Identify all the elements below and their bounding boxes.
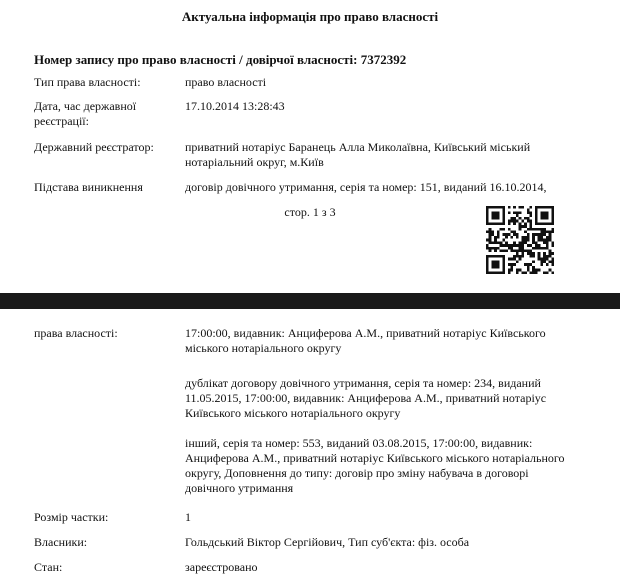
owners-value: Гольдський Віктор Сергійович, Тип суб'єкта: фіз. особа bbox=[185, 535, 470, 549]
document-title: Актуальна інформація про право власності bbox=[181, 9, 439, 24]
registrar-value: приватний нотаріус Баранець Алла Миколаївна, Київський міський нотаріальний округ, м.Київ bbox=[185, 140, 531, 169]
record-number: Номер запису про право власності / довірчої власності: 7372392 bbox=[34, 52, 407, 67]
basis-paragraph-2: дублікат договору довічного утримання, серія та номер: 234, виданий 11.05.2015, 17:00:00, видавник: Анциферова А.М., приватний нотаріус Київського міського нотаріального округу bbox=[185, 376, 547, 420]
page-break-bar bbox=[0, 293, 620, 309]
basis-paragraph-3: інший, серія та номер: 553, виданий 03.08.2015, 17:00:00, видавник: Анциферова А.М., приватний нотаріус Київського міського нотаріального округу, Доповнення до типу: договір про зміну набувача в договорі довічного утримання bbox=[185, 436, 565, 495]
basis-paragraph-1: 17:00:00, видавник: Анциферова А.М., приватний нотаріус Київського міського нотаріального округу bbox=[185, 326, 546, 355]
share-size-label: Розмір частки: bbox=[34, 510, 109, 524]
registration-date-label: Дата, час державної реєстрації: bbox=[34, 99, 137, 128]
basis-label: Підстава виникнення bbox=[34, 180, 143, 194]
status-label: Стан: bbox=[34, 560, 63, 574]
share-size-value: 1 bbox=[185, 510, 191, 524]
registrar-label: Державний реєстратор: bbox=[34, 140, 154, 154]
ownership-type-value: право власності bbox=[185, 75, 267, 89]
ownership-type-label: Тип права власності: bbox=[34, 75, 141, 89]
page-number: стор. 1 з 3 bbox=[284, 205, 336, 219]
basis-label-continued: права власності: bbox=[34, 326, 118, 340]
status-value: зареєстровано bbox=[185, 560, 258, 574]
basis-value: договір довічного утримання, серія та номер: 151, виданий 16.10.2014, bbox=[185, 180, 547, 194]
owners-label: Власники: bbox=[34, 535, 88, 549]
registration-date-value: 17.10.2014 13:28:43 bbox=[185, 99, 285, 113]
qr-code bbox=[486, 206, 554, 274]
